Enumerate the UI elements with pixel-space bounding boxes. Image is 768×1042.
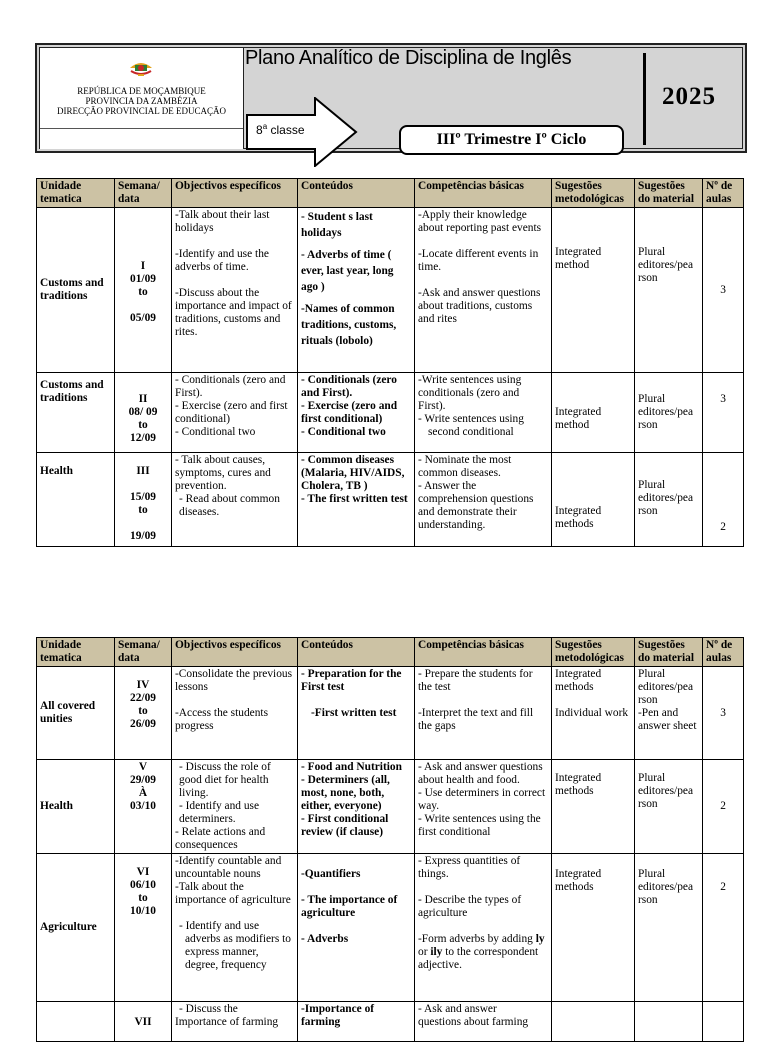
lessons-cell: 3: [703, 373, 744, 453]
emblem-box: [40, 48, 244, 149]
objectives-cell: - Discuss the role of good diet for health living. - Identify and use determiners. - Relate actions and consequences: [172, 760, 298, 854]
unit-cell: Customs and traditions: [37, 208, 115, 373]
material-cell: Plural editores/pea rson: [635, 208, 703, 373]
unit-cell: [37, 1002, 115, 1042]
coat-of-arms-icon: [127, 60, 155, 78]
contents-cell: - Common diseases (Malaria, HIV/AIDS, Cholera, TB ) - The first written test: [298, 453, 415, 547]
material-cell: Plural editores/pea rson: [635, 854, 703, 1002]
method-cell: Integrated method: [552, 208, 635, 373]
col-header: Competências básicas: [415, 179, 552, 208]
gov-line-1: REPÚBLICA DE MOÇAMBIQUE: [77, 86, 206, 96]
col-header: Unidade tematica: [37, 179, 115, 208]
unit-cell: Customs and traditions: [37, 373, 115, 453]
competencies-cell: - Prepare the students for the test -Interpret the text and fill the gaps: [415, 667, 552, 760]
col-header: Semana/ data: [115, 179, 172, 208]
col-header: Conteúdos: [298, 179, 415, 208]
contents-cell: -Importance of farming: [298, 1002, 415, 1042]
year: 2025: [662, 83, 716, 110]
table-row: [37, 1002, 744, 1042]
col-header: Nº de aulas: [703, 179, 744, 208]
method-cell: Integrated methods: [552, 453, 635, 547]
week-cell: V 29/09 À 03/10: [115, 760, 172, 854]
col-header: Competências básicas: [415, 638, 552, 667]
document-header: [35, 43, 747, 153]
objectives-cell: - Talk about causes, symptoms, cures and prevention. - Read about common diseases.: [172, 453, 298, 547]
competencies-cell: -Apply their knowledge about reporting past events -Locate different events in time. -Ask and answer questions about traditions, customs and rites: [415, 208, 552, 373]
objectives-cell: - Discuss the Importance of farming: [172, 1002, 298, 1042]
method-cell: Integrated method: [552, 373, 635, 453]
lessons-cell: 3: [703, 208, 744, 373]
term-label: IIIº Trimestre Iº Ciclo: [399, 125, 624, 155]
contents-cell: - Preparation for the First test -First written test: [298, 667, 415, 760]
table-row: [37, 373, 744, 453]
page-title: Plano Analítico de Disciplina de Inglês: [245, 47, 572, 69]
plan-table-2: [36, 637, 744, 1042]
method-cell: Integrated methods: [552, 760, 635, 854]
table-row: [37, 667, 744, 760]
week-cell: III 15/09 to 19/09: [115, 453, 172, 547]
year-divider: [643, 53, 646, 145]
material-cell: Plural editores/pea rson: [635, 373, 703, 453]
col-header: Conteúdos: [298, 638, 415, 667]
plan-table-1: [36, 178, 744, 547]
table-row: [37, 208, 744, 373]
gov-line-2: PROVINCIA DA ZAMBÉZIA: [85, 96, 198, 106]
week-cell: I 01/09 to 05/09: [115, 208, 172, 373]
unit-cell: All covered unities: [37, 667, 115, 760]
competencies-cell: - Ask and answer questions about health and food. - Use determiners in correct way. - Write sentences using the first conditional: [415, 760, 552, 854]
col-header: Objectivos específicos: [172, 638, 298, 667]
lessons-cell: [703, 1002, 744, 1042]
contents-cell: -Quantifiers - The importance of agriculture - Adverbs: [298, 854, 415, 1002]
unit-cell: Health: [37, 453, 115, 547]
lessons-cell: 3: [703, 667, 744, 760]
header-strip: [40, 128, 243, 149]
table-row: [37, 760, 744, 854]
lessons-cell: 2: [703, 854, 744, 1002]
contents-cell: - Student s last holidays - Adverbs of time ( ever, last year, long ago ) -Names of common traditions, customs, rituals (lobolo): [298, 208, 415, 373]
method-cell: [552, 1002, 635, 1042]
week-cell: VII: [115, 1002, 172, 1042]
objectives-cell: -Consolidate the previous lessons -Access the students progress: [172, 667, 298, 760]
lessons-cell: 2: [703, 760, 744, 854]
week-cell: IV 22/09 to 26/09: [115, 667, 172, 760]
table-row: [37, 854, 744, 1002]
material-cell: Plural editores/pea rson -Pen and answer sheet: [635, 667, 703, 760]
col-header: Semana/ data: [115, 638, 172, 667]
table-row: [37, 453, 744, 547]
table-header-row: [37, 638, 744, 667]
unit-cell: Agriculture: [37, 854, 115, 1002]
col-header: Sugestões do material: [635, 179, 703, 208]
table-header-row: [37, 179, 744, 208]
competencies-cell: - Ask and answer questions about farming: [415, 1002, 552, 1042]
col-header: Unidade tematica: [37, 638, 115, 667]
week-cell: II 08/ 09 to 12/09: [115, 373, 172, 453]
gov-line-3: DIRECÇÃO PROVINCIAL DE EDUCAÇÃO: [57, 106, 226, 116]
unit-cell: Health: [37, 760, 115, 854]
method-cell: Integrated methods: [552, 854, 635, 1002]
col-header: Objectivos específicos: [172, 179, 298, 208]
material-cell: Plural editores/pea rson: [635, 453, 703, 547]
competencies-cell: -Write sentences using conditionals (zero and First). - Write sentences using second conditional: [415, 373, 552, 453]
col-header: Sugestões metodológicas: [552, 638, 635, 667]
objectives-cell: -Identify countable and uncountable nouns -Talk about the importance of agriculture - Identify and use adverbs as modifiers to express manner, degree, frequency: [172, 854, 298, 1002]
grade-label: 8$^a$ classe: [256, 122, 305, 137]
material-cell: Plural editores/pea rson: [635, 760, 703, 854]
method-cell: Integrated methods Individual work: [552, 667, 635, 760]
material-cell: [635, 1002, 703, 1042]
lessons-cell: 2: [703, 453, 744, 547]
contents-cell: - Food and Nutrition - Determiners (all, most, none, both, either, everyone) - First conditional review (if clause): [298, 760, 415, 854]
col-header: Sugestões do material: [635, 638, 703, 667]
col-header: Nº de aulas: [703, 638, 744, 667]
competencies-cell: - Nominate the most common diseases. - Answer the comprehension questions and demonstrate their understanding.: [415, 453, 552, 547]
week-cell: VI 06/10 to 10/10: [115, 854, 172, 1002]
competencies-cell: - Express quantities of things. - Describe the types of agriculture -Form adverbs by adding ly or ily to the correspondent adjective.: [415, 854, 552, 1002]
contents-cell: - Conditionals (zero and First). - Exercise (zero and first conditional) - Conditional two: [298, 373, 415, 453]
objectives-cell: -Talk about their last holidays -Identify and use the adverbs of time. -Discuss about the importance and impact of traditions, customs and rites.: [172, 208, 298, 373]
objectives-cell: - Conditionals (zero and First). - Exercise (zero and first conditional) - Conditional two: [172, 373, 298, 453]
col-header: Sugestões metodológicas: [552, 179, 635, 208]
